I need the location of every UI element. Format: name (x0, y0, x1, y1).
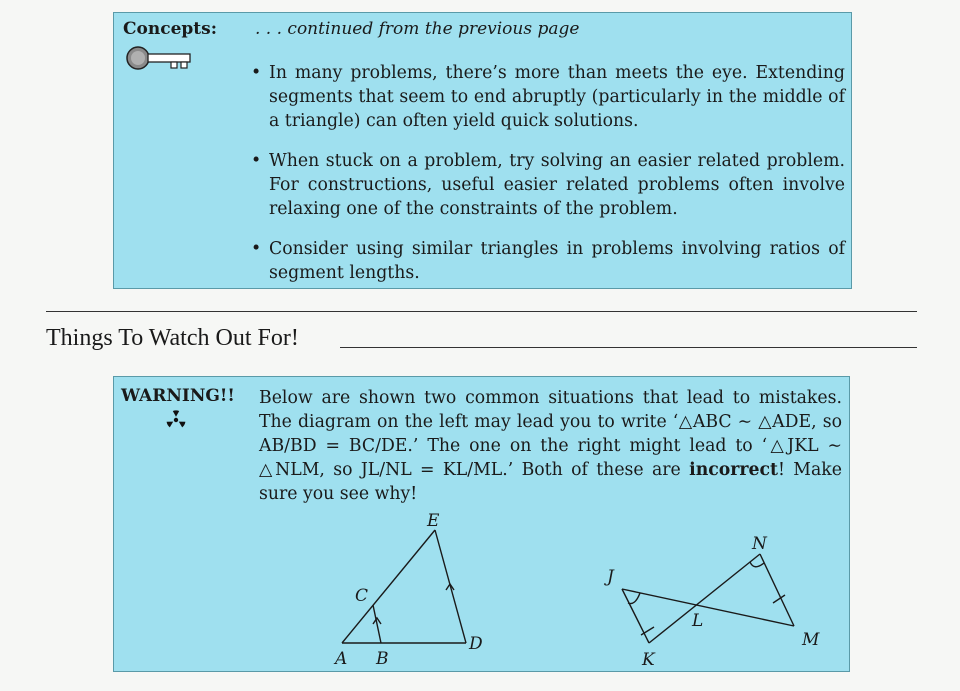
warning-text-part1: Below are shown two common situations that lead to mistakes. The diagram on the left may lead you to write ‘△ABC ∼ △ADE, so AB/BD = BC/DE.’ The one on the right might lead to ‘△JKL ∼ △NLM, so JL/NL = KL/ML.’ Both of these are (259, 388, 842, 480)
segment-JK (622, 589, 649, 643)
concepts-bullet-list (251, 61, 845, 301)
label-A: A (335, 649, 348, 669)
right-diagram (622, 554, 794, 643)
segment-JM (622, 589, 794, 626)
diagrams (114, 377, 851, 673)
warning-text-part2: ! Make sure you see why! (259, 460, 842, 504)
concepts-continued-note: . . . continued from the previous page (255, 19, 580, 39)
concepts-box (113, 12, 852, 289)
key-icon (125, 45, 195, 71)
label-K: K (642, 650, 655, 670)
warning-text-bold: incorrect (689, 460, 779, 480)
label-J: J (607, 567, 614, 587)
concept-bullet-1: • In many problems, there’s more than meets the eye. Extending segments that seem to end abruptly (particularly in the middle of a triangle) can often yield quick solutions. (251, 61, 845, 133)
segment-ED (435, 530, 466, 643)
section-title: Things To Watch Out For! (46, 325, 299, 351)
section-title-rule (340, 347, 917, 348)
angle-mark-N (750, 562, 764, 567)
label-L: L (692, 611, 704, 631)
label-N: N (752, 534, 767, 554)
label-C: C (355, 586, 369, 606)
warning-label: WARNING!! (121, 386, 235, 406)
label-E: E (427, 511, 440, 531)
label-M: M (802, 630, 820, 650)
label-B: B (376, 649, 389, 669)
concept-bullet-2: • When stuck on a problem, try solving an easier related problem. For constructions, useful easier related problems often involve relaxing one of the constraints of the problem. (251, 149, 845, 221)
section-divider (46, 311, 917, 312)
segment-CB (373, 605, 381, 643)
warning-box (113, 376, 850, 672)
segment-NM (760, 554, 794, 626)
concepts-label: Concepts: (123, 19, 217, 39)
label-D: D (469, 634, 483, 654)
concept-bullet-3: • Consider using similar triangles in problems involving ratios of segment lengths. (251, 237, 845, 285)
angle-mark-J (628, 593, 640, 604)
